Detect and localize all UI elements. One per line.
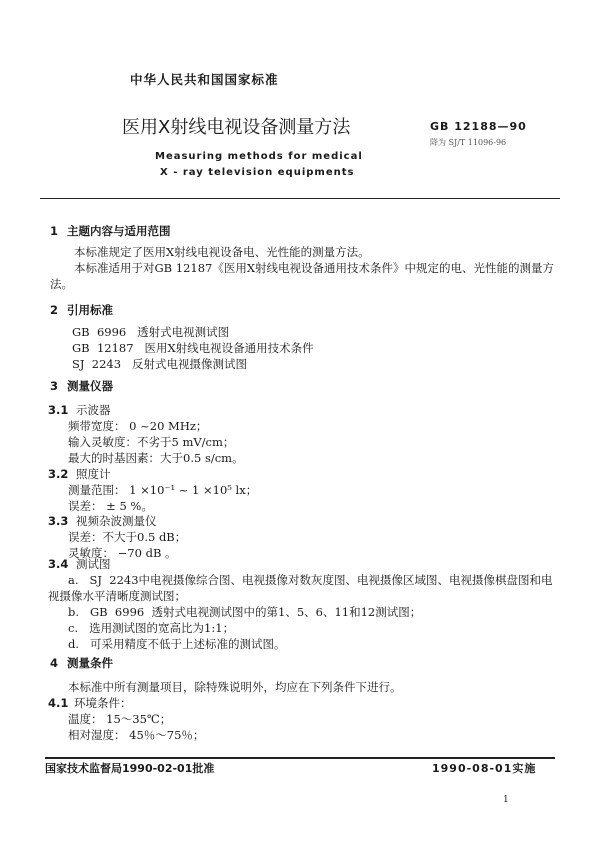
paragraph: 法。 — [50, 277, 73, 291]
subsection-number: 3.1 — [48, 403, 69, 417]
title-en-line1: Measuring methods for medical — [155, 151, 363, 162]
section-3-title: 测量仪器 — [67, 379, 113, 393]
spec-line: 测量范围： 1 ×10⁻¹ ~ 1 ×10⁵ lx； — [68, 483, 258, 497]
paragraph: 本标准规定了医用X射线电视设备电、光性能的测量方法。 — [74, 245, 370, 259]
section-3-number: 3 — [50, 379, 59, 393]
subsection-number: 3.3 — [48, 514, 69, 528]
list-item: a. SJ 2243中电视摄像综合图、电视摄像对数灰度图、电视摄像区域图、电视摄像棋盘图和电 — [68, 573, 553, 587]
downgraded-note: 降为 SJ/T 11096-96 — [430, 138, 507, 147]
list-item: b. GB 6996 透射式电视测试图中的第1、5、6、11和12测试图； — [68, 605, 422, 619]
section-1-title: 主题内容与适用范围 — [67, 224, 171, 238]
subsection-title: 照度计 — [76, 467, 111, 481]
subsection-title: 环境条件： — [74, 696, 132, 710]
page-number: 1 — [503, 795, 509, 805]
list-item: d. 可采用精度不低于上述标准的测试图。 — [68, 637, 286, 651]
header-divider — [40, 198, 560, 199]
subsection-number: 3.2 — [48, 467, 69, 481]
spec-line: 误差： ± 5 %。 — [68, 499, 153, 513]
paragraph: 本标准中所有测量项目，除特殊说明外，均应在下列条件下进行。 — [68, 680, 402, 694]
reference-item: GB 12187 医用X射线电视设备通用技术条件 — [72, 341, 314, 355]
section-1-number: 1 — [50, 224, 59, 238]
reference-item: SJ 2243 反射式电视摄像测试图 — [72, 357, 248, 371]
footer-divider — [45, 757, 555, 759]
subsection-number: 3.4 — [48, 557, 69, 571]
reference-item: GB 6996 透射式电视测试图 — [72, 325, 230, 339]
subsection-number: 4.1 — [48, 696, 69, 710]
title-cn: 医用X射线电视设备测量方法 — [122, 117, 351, 138]
spec-line: 温度： 15～35℃； — [68, 712, 172, 726]
paragraph: 本标准适用于对GB 12187《医用X射线电视设备通用技术条件》中规定的电、光性能的测量方 — [74, 261, 555, 275]
list-item: 视摄像水平清晰度测试图； — [48, 589, 186, 603]
spec-line: 输入灵敏度：不劣于5 mV/cm； — [68, 435, 235, 449]
title-en-line2: X - ray television equipments — [160, 167, 355, 178]
section-4-title: 测量条件 — [67, 656, 113, 670]
spec-line: 最大的时基因素：大于0.5 s/cm。 — [68, 451, 244, 465]
spec-line: 相对湿度： 45％～75％； — [68, 728, 205, 742]
standard-number: GB 12188—90 — [430, 120, 527, 133]
subsection-title: 测试图 — [76, 557, 111, 571]
spec-line: 误差：不大于0.5 dB； — [68, 530, 187, 544]
section-2-title: 引用标准 — [67, 303, 113, 317]
list-item: c. 选用测试图的宽高比为1:1； — [68, 621, 235, 635]
section-4-number: 4 — [50, 656, 59, 670]
spec-line: 频带宽度： 0 ~20 MHz； — [68, 419, 208, 433]
effective-date: 1990-08-01实施 — [432, 762, 537, 775]
section-2-number: 2 — [50, 303, 59, 317]
subsection-title: 视频杂波测量仪 — [76, 514, 157, 528]
spec-line: 灵敏度： −70 dB 。 — [68, 546, 177, 560]
subsection-title: 示波器 — [76, 403, 111, 417]
approval-date: 国家技术监督局1990-02-01批准 — [45, 762, 215, 775]
national-standard-heading: 中华人民共和国国家标准 — [130, 72, 279, 87]
